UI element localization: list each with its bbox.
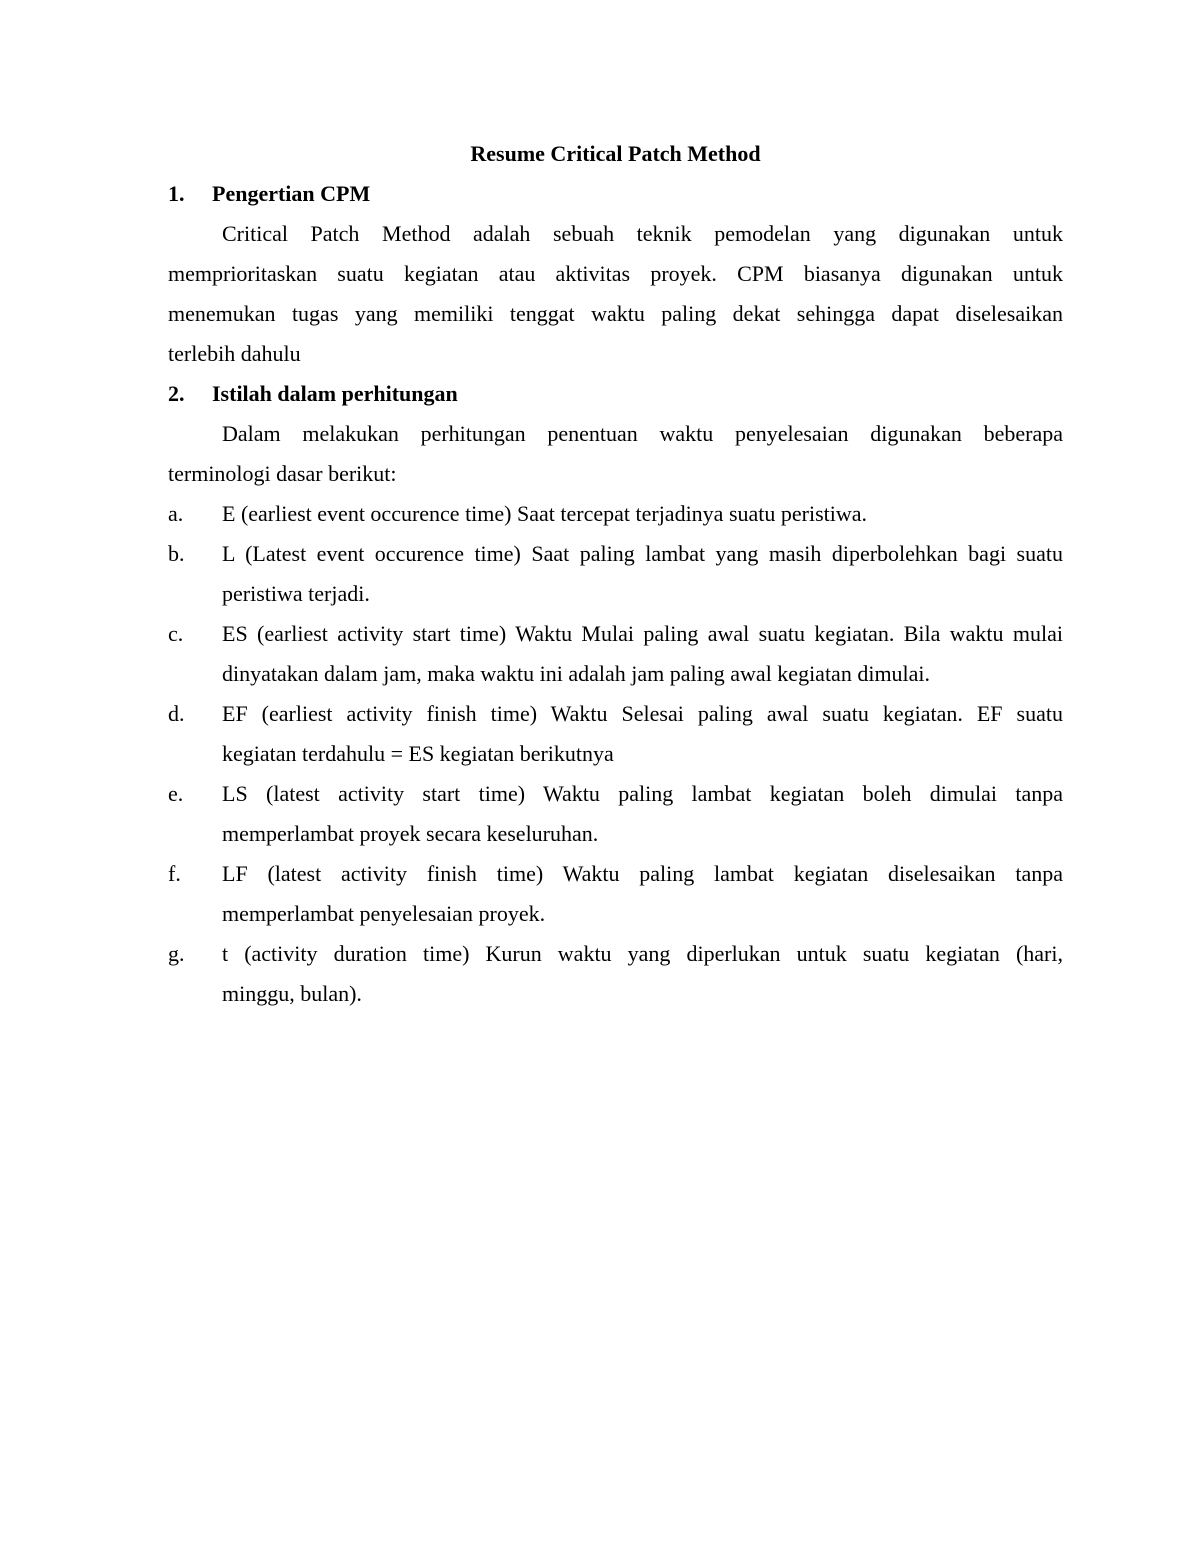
list-item-line: L (Latest event occurence time) Saat paling lambat yang masih diperbolehkan bagi suatu xyxy=(222,541,1063,566)
list-item xyxy=(168,854,1063,934)
list-item-line: memperlambat penyelesaian proyek. xyxy=(222,901,546,926)
list-item-marker: d. xyxy=(168,701,185,726)
paragraph-line: memprioritaskan suatu kegiatan atau aktivitas proyek. CPM biasanya digunakan untuk xyxy=(168,261,1063,286)
paragraph-line: terlebih dahulu xyxy=(168,341,301,366)
list-item xyxy=(168,934,1063,1014)
list-item-line: minggu, bulan). xyxy=(222,981,362,1006)
document-title: Resume Critical Patch Method xyxy=(470,141,761,166)
list-item-marker: g. xyxy=(168,941,185,966)
list-item xyxy=(168,534,1063,614)
list-item xyxy=(168,694,1063,774)
body-paragraph xyxy=(168,414,1063,494)
list-item-line: LF (latest activity finish time) Waktu paling lambat kegiatan diselesaikan tanpa xyxy=(222,861,1063,886)
list-item-line: peristiwa terjadi. xyxy=(222,581,370,606)
list-item-marker: a. xyxy=(168,501,184,526)
list-item-line: E (earliest event occurence time) Saat tercepat terjadinya suatu peristiwa. xyxy=(222,501,868,526)
section-heading-text: Pengertian CPM xyxy=(212,181,371,206)
list-item-line: dinyatakan dalam jam, maka waktu ini adalah jam paling awal kegiatan dimulai. xyxy=(222,661,931,686)
section-number: 1. xyxy=(168,181,185,206)
paragraph-line: Critical Patch Method adalah sebuah teknik pemodelan yang digunakan untuk xyxy=(222,221,1063,246)
section-heading xyxy=(168,174,1063,214)
list-item-line: kegiatan terdahulu = ES kegiatan berikutnya xyxy=(222,741,614,766)
body-paragraph xyxy=(168,214,1063,374)
list-item-marker: f. xyxy=(168,861,181,886)
list-item-marker: b. xyxy=(168,541,185,566)
section-heading-text: Istilah dalam perhitungan xyxy=(212,381,458,406)
list-item-marker: c. xyxy=(168,621,184,646)
list-item xyxy=(168,494,1063,534)
list-item-line: ES (earliest activity start time) Waktu Mulai paling awal suatu kegiatan. Bila waktu mulai xyxy=(222,621,1063,646)
list-item-line: LS (latest activity start time) Waktu paling lambat kegiatan boleh dimulai tanpa xyxy=(222,781,1063,806)
section-number: 2. xyxy=(168,381,185,406)
list-item xyxy=(168,614,1063,694)
list-item-line: t (activity duration time) Kurun waktu yang diperlukan untuk suatu kegiatan (hari, xyxy=(222,941,1063,966)
document-sections xyxy=(168,174,1063,1014)
section-heading xyxy=(168,374,1063,414)
list-item-marker: e. xyxy=(168,781,184,806)
list-item-line: EF (earliest activity finish time) Waktu Selesai paling awal suatu kegiatan. EF suatu xyxy=(222,701,1063,726)
list-item-line: memperlambat proyek secara keseluruhan. xyxy=(222,821,599,846)
document-body xyxy=(168,134,1063,1014)
paragraph-line: terminologi dasar berikut: xyxy=(168,461,397,486)
paragraph-line: menemukan tugas yang memiliki tenggat waktu paling dekat sehingga dapat diselesaikan xyxy=(168,301,1063,326)
list-item xyxy=(168,774,1063,854)
paragraph-line: Dalam melakukan perhitungan penentuan waktu penyelesaian digunakan beberapa xyxy=(222,421,1063,446)
